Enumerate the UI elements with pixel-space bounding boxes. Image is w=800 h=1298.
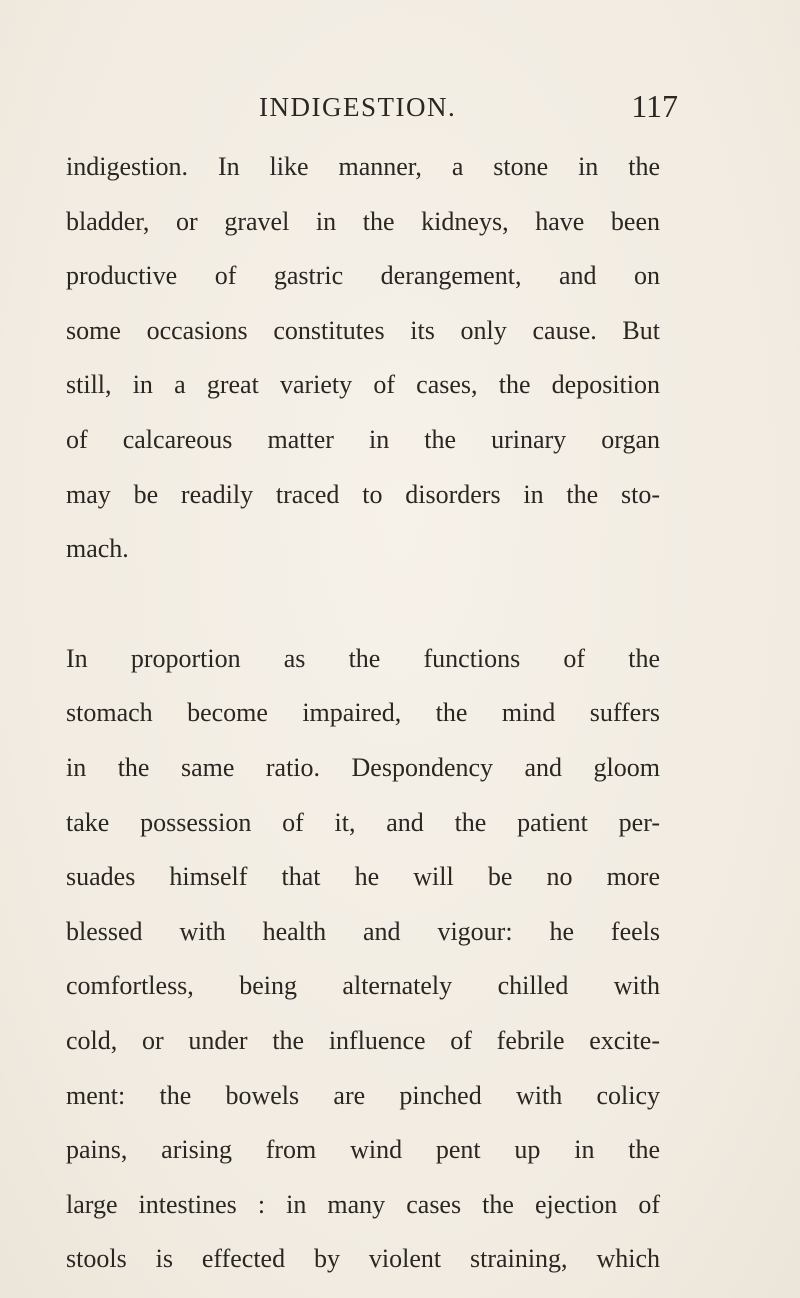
text-line: stomach become impaired, the mind suffers bbox=[66, 698, 660, 728]
running-head-title: INDIGESTION. bbox=[259, 92, 457, 122]
paragraph-gap bbox=[66, 577, 660, 632]
text-line: bladder, or gravel in the kidneys, have been bbox=[66, 206, 660, 236]
text-line: ment: the bowels are pinched with colicy bbox=[66, 1080, 660, 1110]
text-line: cold, or under the influence of febrile excite- bbox=[66, 1025, 660, 1055]
text-line: may be readily traced to disorders in the sto- bbox=[66, 479, 660, 509]
text-line: In proportion as the functions of the bbox=[66, 643, 660, 673]
text-line: blessed with health and vigour: he feels bbox=[66, 916, 660, 946]
paragraph bbox=[66, 632, 660, 1287]
text-line: large intestines : in many cases the ejection of bbox=[66, 1189, 660, 1219]
text-line: pains, arising from wind pent up in the bbox=[66, 1135, 660, 1165]
text-line: take possession of it, and the patient per- bbox=[66, 807, 660, 837]
text-line: productive of gastric derangement, and on bbox=[66, 261, 660, 291]
body-text bbox=[66, 140, 660, 1287]
text-line: some occasions constitutes its only cause. But bbox=[66, 315, 660, 345]
text-line: indigestion. In like manner, a stone in the bbox=[66, 152, 660, 181]
text-line: suades himself that he will be no more bbox=[66, 862, 660, 892]
text-line: of calcareous matter in the urinary organ bbox=[66, 424, 660, 454]
text-line: still, in a great variety of cases, the deposition bbox=[66, 370, 660, 400]
text-line: stools is effected by violent straining, which bbox=[66, 1244, 660, 1274]
text-line: in the same ratio. Despondency and gloom bbox=[66, 752, 660, 782]
text-line: mach. bbox=[66, 534, 129, 564]
paragraph bbox=[66, 140, 660, 577]
running-head bbox=[66, 88, 678, 132]
page-number: 117 bbox=[631, 88, 678, 124]
text-line: comfortless, being alternately chilled with bbox=[66, 971, 660, 1001]
